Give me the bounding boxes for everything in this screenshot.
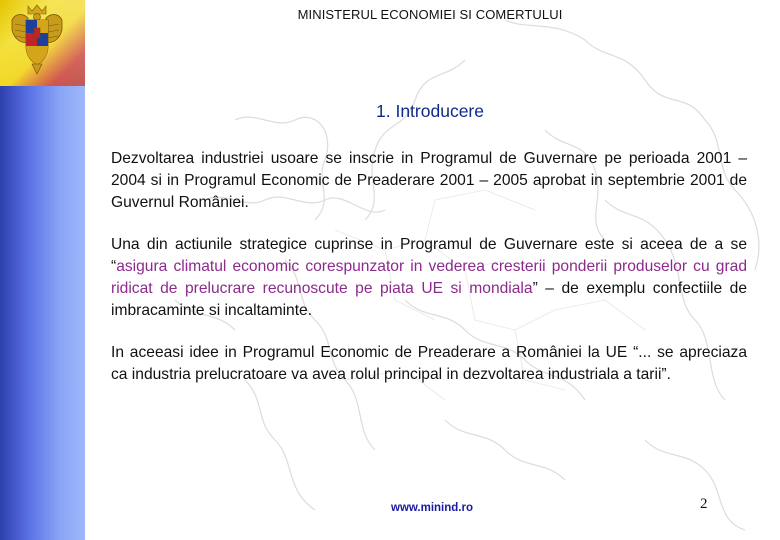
paragraph-2-highlight: asigura climatul economic corespunzator in vederea cresterii ponderii produselor cu grad ridicat de prelucrare recunoscute pe piata UE si mondiala	[111, 258, 747, 297]
slide-title: 1. Introducere	[376, 101, 484, 121]
paragraph-3: In aceeasi idee in Programul Economic de Preaderare a României la UE “... se apreciaza ca industria prelucratoare va avea rolul principal in dezvoltarea industriala a tarii”.	[111, 344, 747, 383]
paragraph-2-outro: ” – de exemplu confectiile de imbracaminte si incaltaminte.	[111, 280, 747, 319]
paragraph-1: Dezvoltarea industriei usoare se inscrie in Programul de Guvernare pe perioada 2001 – 2004 si in Programul Economic de Preaderare 2001 – 2005 aprobat in septembrie 2001 de Guvernul României.	[111, 150, 747, 211]
paragraph-2	[111, 234, 747, 322]
sidebar-band	[0, 0, 85, 540]
paragraph-2-intro: Una din actiunile strategice cuprinse in Programul de Guvernare este si aceea de a se “	[111, 236, 747, 275]
romanian-coat-of-arms-icon	[6, 2, 68, 76]
ministry-header: MINISTERUL ECONOMIEI SI COMERTULUI	[297, 7, 563, 22]
footer-url-link[interactable]: www.minind.ro	[391, 502, 473, 514]
page-number: 2	[700, 496, 708, 512]
